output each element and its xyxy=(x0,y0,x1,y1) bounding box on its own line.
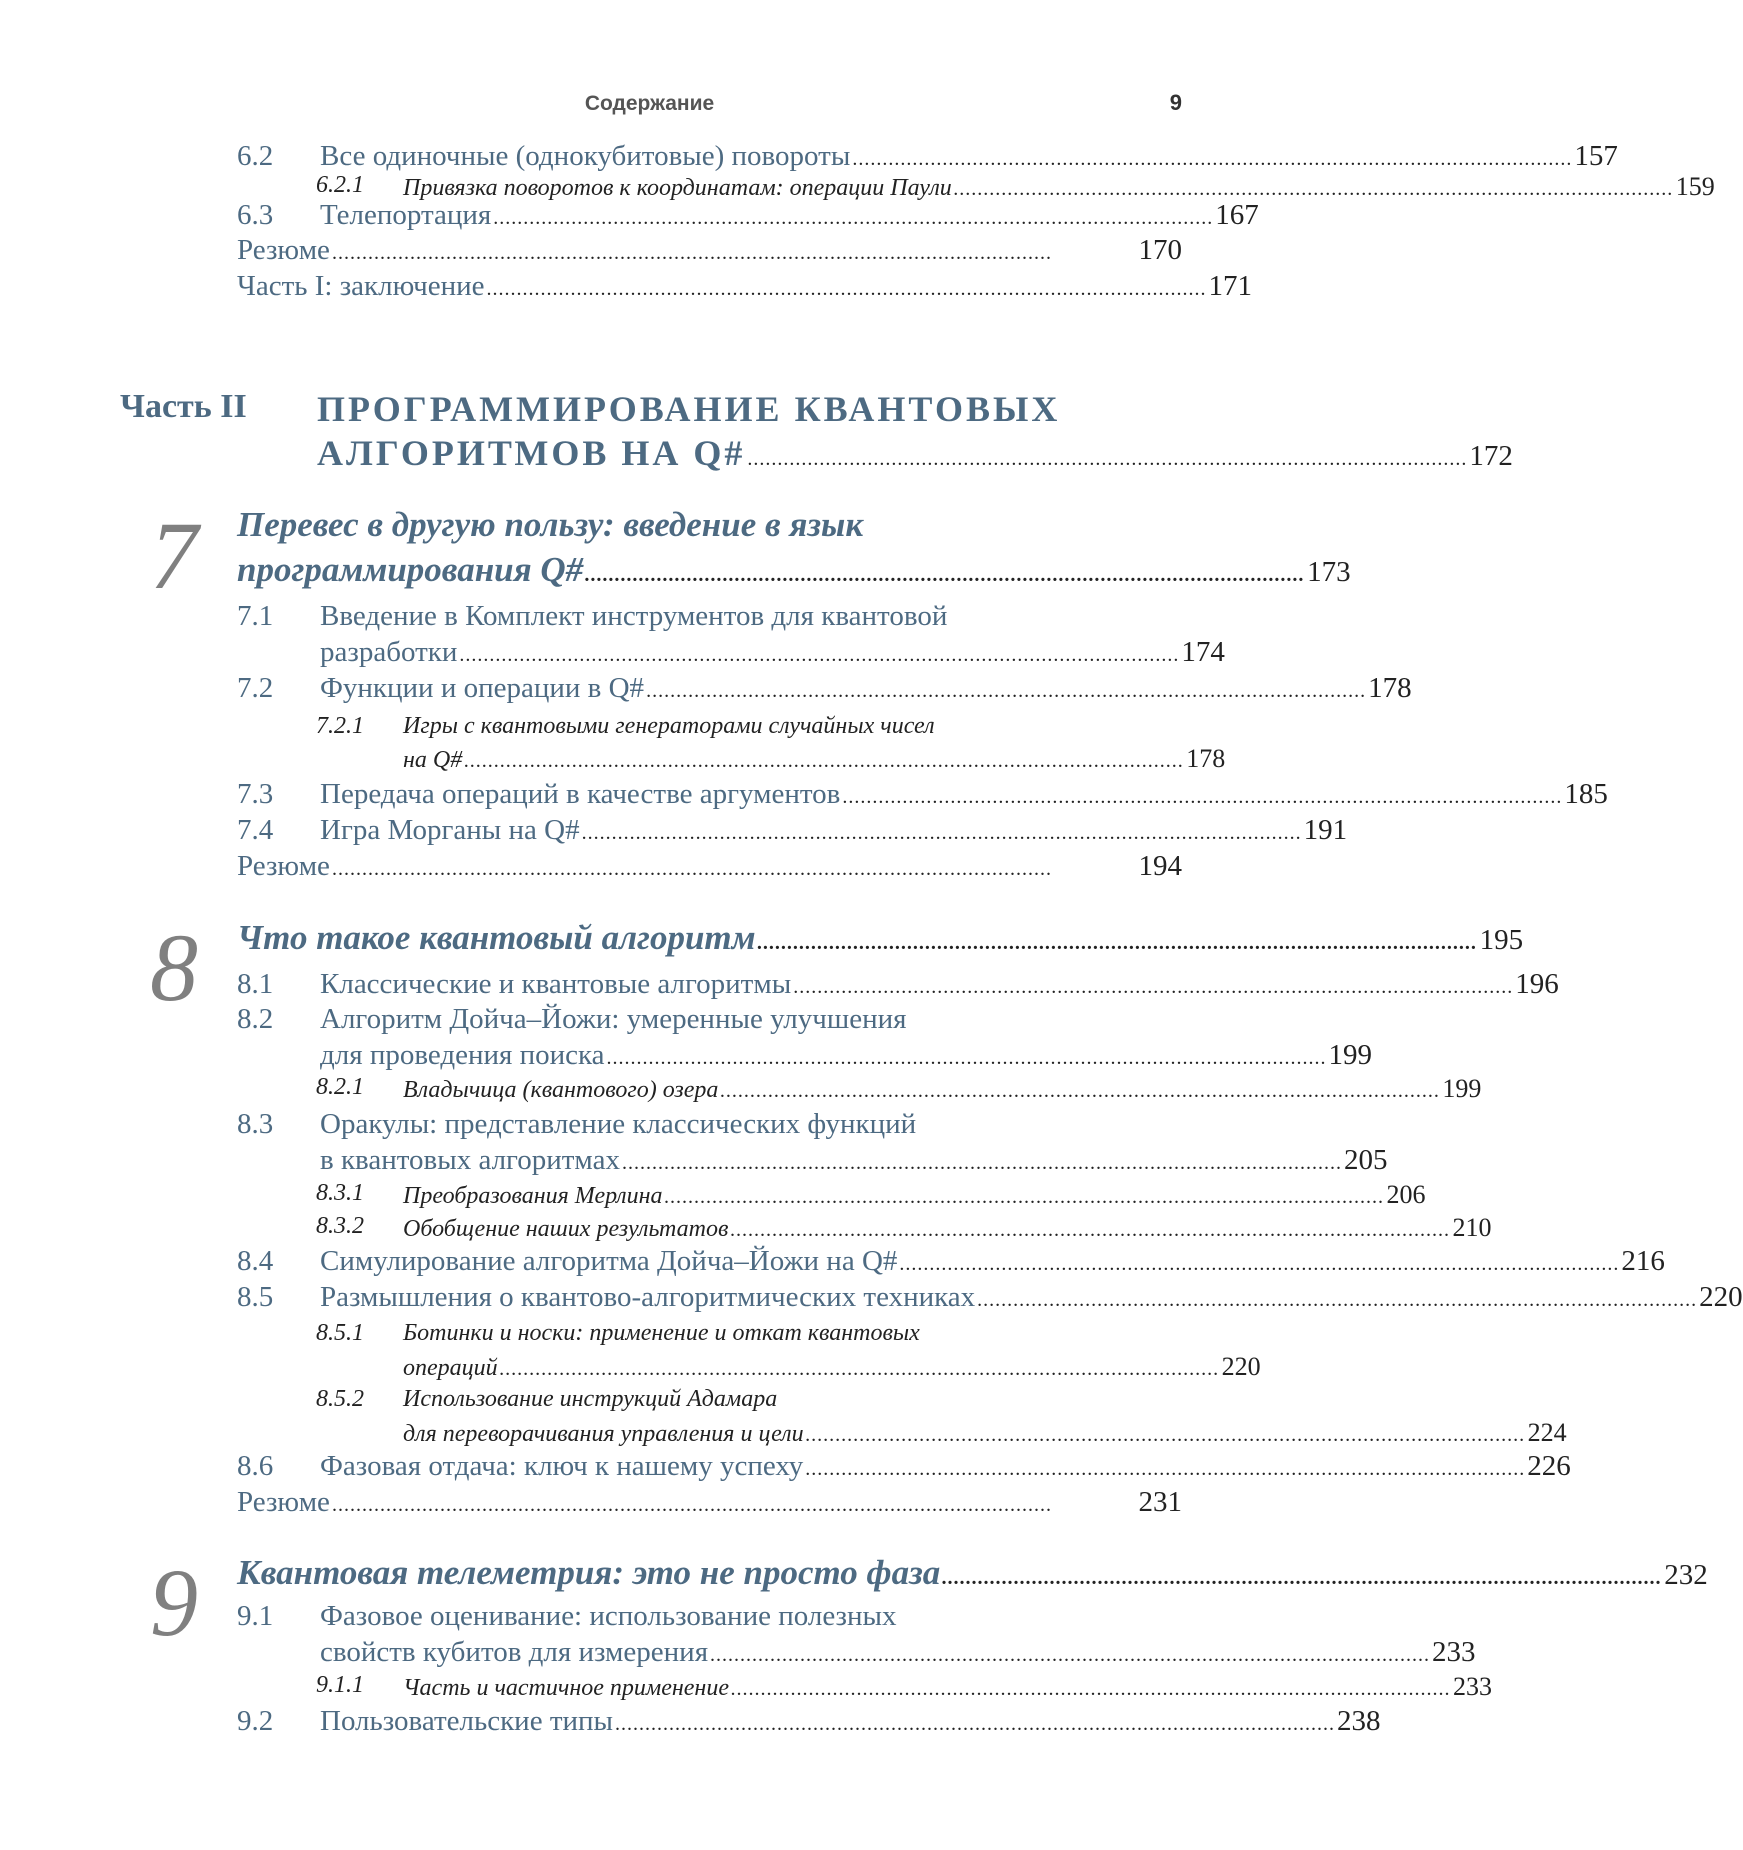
entry-page: 205 xyxy=(1343,1144,1388,1176)
entry-title-line1: Использование инструкций Адамара xyxy=(403,1386,778,1412)
entry-title-line2: операций xyxy=(403,1355,498,1381)
leader-dots: ........................................................................................................................ xyxy=(720,1080,1441,1102)
entry-page: 233 xyxy=(1432,1636,1476,1668)
part-title-line1: ПРОГРАММИРОВАНИЕ КВАНТОВЫХ xyxy=(317,389,1061,429)
entry-page: 226 xyxy=(1527,1450,1571,1482)
leader-dots: ........................................................................................................................ xyxy=(499,1358,1220,1380)
entry-number: 9.2 xyxy=(237,1705,274,1737)
entry-title: Резюме xyxy=(237,850,330,882)
leader-dots: ........................................................................................................................ xyxy=(585,564,1306,586)
entry-page: 157 xyxy=(1574,140,1618,172)
chapter-number: 9 xyxy=(150,1549,198,1656)
entry-title: Симулирование алгоритма Дойча–Йожи на Q# xyxy=(320,1245,898,1277)
leader-dots: ........................................................................................................................ xyxy=(331,242,1052,264)
entry-page: 199 xyxy=(1442,1074,1482,1103)
leader-dots: ........................................................................................................................ xyxy=(581,822,1302,844)
entry-page: 174 xyxy=(1181,636,1225,668)
entry-number: 8.3.2 xyxy=(316,1213,364,1239)
chapter-title-line1: Перевес в другую пользу: введение в язык xyxy=(237,505,864,544)
entry-page: 199 xyxy=(1328,1039,1373,1071)
entry-title: Размышления о квантово-алгоритмических техниках xyxy=(320,1281,976,1313)
entry-page: 171 xyxy=(1208,270,1253,302)
entry-title-line2: разработки xyxy=(320,636,458,668)
entry-number: 7.1 xyxy=(237,600,274,632)
entry-title: Телепортация xyxy=(320,199,492,231)
entry-page: 185 xyxy=(1564,778,1608,810)
entry-title: Передача операций в качестве аргументов xyxy=(320,778,841,810)
leader-dots: ........................................................................................................................ xyxy=(646,680,1367,702)
entry-number: 7.2 xyxy=(237,672,274,704)
leader-dots: ........................................................................................................................ xyxy=(793,976,1514,998)
entry-title-line1: Оракулы: представление классических функций xyxy=(320,1108,917,1140)
running-title: Содержание xyxy=(584,92,715,115)
entry-page: 178 xyxy=(1186,744,1226,773)
entry-title: Обобщение наших результатов xyxy=(403,1216,729,1242)
entry-page: 238 xyxy=(1337,1705,1381,1737)
entry-title: Привязка поворотов к координатам: операции Паули xyxy=(403,175,952,201)
entry-page: 194 xyxy=(1138,850,1182,882)
chapter-title: Что такое квантовый алгоритм xyxy=(237,918,756,957)
chapter-title: Квантовая телеметрия: это не просто фаза xyxy=(237,1553,941,1592)
entry-page: 216 xyxy=(1621,1245,1665,1277)
entry-page: 210 xyxy=(1452,1213,1492,1242)
entry-number: 8.5.2 xyxy=(316,1386,364,1412)
entry-page: 195 xyxy=(1479,924,1524,956)
leader-dots: ........................................................................................................................ xyxy=(757,932,1478,954)
entry-number: 8.5 xyxy=(237,1281,274,1313)
entry-number: 7.4 xyxy=(237,814,274,846)
entry-number: 8.2.1 xyxy=(316,1074,364,1100)
leader-dots: ........................................................................................................................ xyxy=(331,858,1052,880)
entry-number: 7.2.1 xyxy=(316,713,364,739)
entry-title: Пользовательские типы xyxy=(320,1705,614,1737)
entry-title-line1: Ботинки и носки: применение и откат квантовых xyxy=(403,1320,920,1346)
leader-dots: ........................................................................................................................ xyxy=(805,1424,1526,1446)
leader-dots: ........................................................................................................................ xyxy=(464,750,1185,772)
entry-title-line2: для проведения поиска xyxy=(320,1039,605,1071)
entry-title: Часть и частичное применение xyxy=(403,1675,729,1701)
entry-page: 233 xyxy=(1452,1672,1492,1701)
entry-page: 172 xyxy=(1469,440,1513,472)
leader-dots: ........................................................................................................................ xyxy=(953,178,1674,200)
entry-number: 8.1 xyxy=(237,968,274,1000)
entry-title: Все одиночные (однокубитовые) повороты xyxy=(320,140,851,172)
part-label: Часть II xyxy=(120,388,247,425)
leader-dots: ........................................................................................................................ xyxy=(493,207,1214,229)
entry-page: 206 xyxy=(1386,1180,1426,1209)
entry-page: 170 xyxy=(1138,234,1182,266)
entry-number: 9.1.1 xyxy=(316,1672,364,1698)
entry-title-line1: Фазовое оценивание: использование полезных xyxy=(320,1600,897,1632)
entry-title-line2: в квантовых алгоритмах xyxy=(320,1144,620,1176)
leader-dots: ........................................................................................................................ xyxy=(899,1253,1620,1275)
entry-number: 7.3 xyxy=(237,778,274,810)
leader-dots: ........................................................................................................................ xyxy=(621,1152,1342,1174)
leader-dots: ........................................................................................................................ xyxy=(747,448,1468,470)
leader-dots: ........................................................................................................................ xyxy=(615,1713,1336,1735)
entry-title: Игра Морганы на Q# xyxy=(320,814,580,846)
part-title-line2: АЛГОРИТМОВ НА Q# xyxy=(317,433,746,473)
entry-title-line2: свойств кубитов для измерения xyxy=(320,1636,709,1668)
entry-page: 232 xyxy=(1664,1559,1708,1591)
entry-page: 220 xyxy=(1699,1281,1743,1313)
entry-number: 8.4 xyxy=(237,1245,274,1277)
entry-page: 224 xyxy=(1527,1418,1567,1447)
entry-page: 173 xyxy=(1307,556,1351,588)
entry-page: 178 xyxy=(1368,672,1412,704)
entry-title: Резюме xyxy=(237,234,330,266)
entry-number: 8.3.1 xyxy=(316,1180,364,1206)
entry-page: 231 xyxy=(1138,1486,1182,1518)
entry-title-line1: Игры с квантовыми генераторами случайных чисел xyxy=(403,713,935,739)
entry-title: Классические и квантовые алгоритмы xyxy=(320,968,792,1000)
entry-title-line2: для переворачивания управления и цели xyxy=(403,1421,804,1447)
leader-dots: ........................................................................................................................ xyxy=(331,1494,1052,1516)
entry-number: 8.3 xyxy=(237,1108,274,1140)
page-number: 9 xyxy=(1169,90,1182,115)
entry-title-line1: Введение в Комплект инструментов для квантовой xyxy=(320,600,948,632)
entry-number: 6.2.1 xyxy=(316,172,364,198)
entry-number: 8.6 xyxy=(237,1450,274,1482)
leader-dots: ........................................................................................................................ xyxy=(606,1047,1327,1069)
leader-dots: ........................................................................................................................ xyxy=(710,1644,1431,1666)
entry-title: Резюме xyxy=(237,1486,330,1518)
entry-number: 6.3 xyxy=(237,199,274,231)
entry-number: 8.5.1 xyxy=(316,1320,364,1346)
entry-page: 196 xyxy=(1515,968,1559,1000)
entry-title: Владычица (квантового) озера xyxy=(403,1077,719,1103)
chapter-number: 8 xyxy=(150,914,198,1021)
entry-number: 6.2 xyxy=(237,140,274,172)
leader-dots: ........................................................................................................................ xyxy=(664,1186,1385,1208)
leader-dots: ........................................................................................................................ xyxy=(486,278,1207,300)
entry-page: 220 xyxy=(1221,1352,1261,1381)
entry-number: 8.2 xyxy=(237,1003,274,1035)
leader-dots: ........................................................................................................................ xyxy=(942,1567,1663,1589)
entry-page: 167 xyxy=(1215,199,1259,231)
leader-dots: ........................................................................................................................ xyxy=(805,1458,1526,1480)
entry-title: Функции и операции в Q# xyxy=(320,672,645,704)
entry-title: Фазовая отдача: ключ к нашему успеху xyxy=(320,1450,804,1482)
leader-dots: ........................................................................................................................ xyxy=(730,1219,1451,1241)
chapter-title-line2: программирования Q# xyxy=(237,550,584,589)
entry-number: 9.1 xyxy=(237,1600,274,1632)
leader-dots: ........................................................................................................................ xyxy=(842,786,1563,808)
entry-title-line2: на Q# xyxy=(403,747,463,773)
leader-dots: ........................................................................................................................ xyxy=(852,148,1573,170)
leader-dots: ........................................................................................................................ xyxy=(459,644,1180,666)
entry-title-line1: Алгоритм Дойча–Йожи: умеренные улучшения xyxy=(320,1003,907,1035)
chapter-number: 7 xyxy=(150,502,198,609)
leader-dots: ........................................................................................................................ xyxy=(977,1289,1698,1311)
entry-page: 159 xyxy=(1675,172,1715,201)
entry-page: 191 xyxy=(1303,814,1348,846)
leader-dots: ........................................................................................................................ xyxy=(730,1678,1451,1700)
entry-title: Часть I: заключение xyxy=(237,270,485,302)
entry-title: Преобразования Мерлина xyxy=(403,1183,663,1209)
